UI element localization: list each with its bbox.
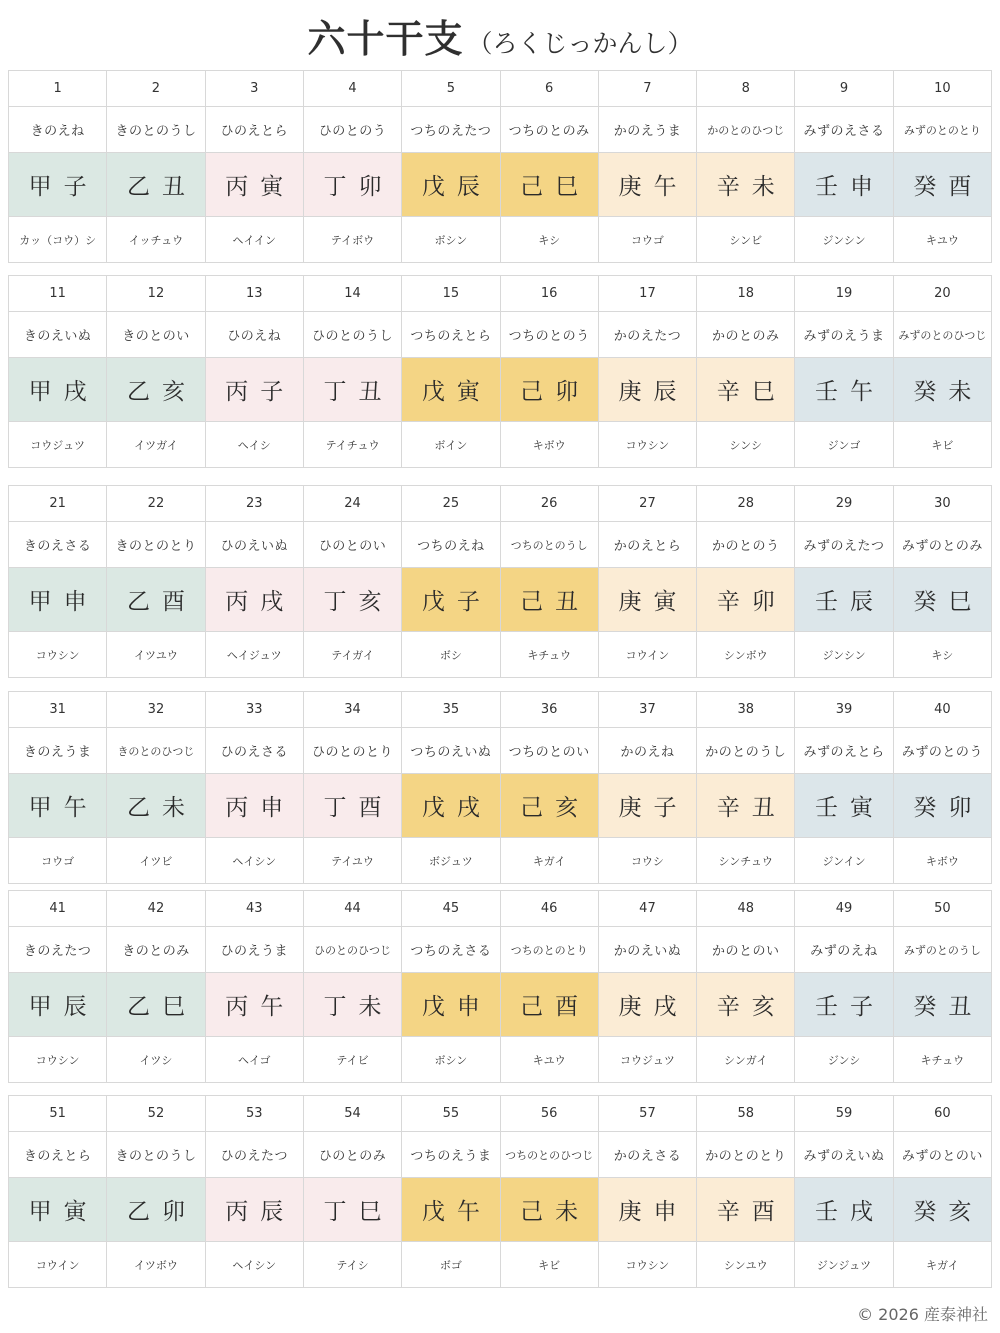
kanshi-characters: 辛丑 [697, 774, 795, 838]
kanshi-characters: 丁卯 [304, 153, 402, 217]
kanshi-number: 26 [501, 486, 599, 522]
kanshi-on-reading: ボシ [402, 632, 500, 678]
kanshi-on-reading: テイガイ [304, 632, 402, 678]
copyright: © 2026 産泰神社 [857, 1305, 988, 1324]
kanshi-on-reading: ヘイジュツ [206, 632, 304, 678]
kanshi-on-reading: ジンイン [795, 838, 893, 884]
kanshi-reading: みずのえうま [795, 312, 893, 358]
kanshi-reading: みずのとのみ [894, 522, 992, 568]
kanshi-on-reading: コウゴ [599, 217, 697, 263]
kanshi-on-reading: コウシン [9, 1037, 107, 1083]
kanshi-on-reading: テイシ [304, 1242, 402, 1288]
kanshi-on-reading: テイユウ [304, 838, 402, 884]
kanshi-number: 18 [697, 276, 795, 312]
kanshi-on-reading: キボウ [894, 838, 992, 884]
kanshi-characters: 癸酉 [894, 153, 992, 217]
kanshi-reading: ひのとのい [304, 522, 402, 568]
kanshi-on-reading: ヘイイン [206, 217, 304, 263]
kanshi-characters: 丁酉 [304, 774, 402, 838]
kanshi-reading: かのとのうし [697, 728, 795, 774]
kanshi-number: 53 [206, 1096, 304, 1132]
kanshi-number: 36 [501, 692, 599, 728]
kanshi-reading: みずのとのとり [894, 107, 992, 153]
kanshi-on-reading: キガイ [501, 838, 599, 884]
kanshi-characters: 庚寅 [599, 568, 697, 632]
kanshi-reading: きのえさる [9, 522, 107, 568]
kanshi-number: 29 [795, 486, 893, 522]
kanshi-characters: 壬寅 [795, 774, 893, 838]
kanshi-characters: 壬戌 [795, 1178, 893, 1242]
kanshi-characters: 庚辰 [599, 358, 697, 422]
kanshi-reading: みずのえとら [795, 728, 893, 774]
kanshi-on-reading: ボシン [402, 1037, 500, 1083]
kanshi-number: 38 [697, 692, 795, 728]
kanshi-number: 13 [206, 276, 304, 312]
kanshi-characters: 甲戌 [9, 358, 107, 422]
kanshi-on-reading: ボゴ [402, 1242, 500, 1288]
kanshi-on-reading: テイボウ [304, 217, 402, 263]
kanshi-characters: 戊申 [402, 973, 500, 1037]
kanshi-reading: みずのとのい [894, 1132, 992, 1178]
kanshi-reading: ひのえうま [206, 927, 304, 973]
kanshi-reading: きのとのい [107, 312, 205, 358]
kanshi-on-reading: イツボウ [107, 1242, 205, 1288]
kanshi-reading: かのとのみ [697, 312, 795, 358]
kanshi-characters: 癸未 [894, 358, 992, 422]
kanshi-on-reading: イツビ [107, 838, 205, 884]
kanshi-number: 35 [402, 692, 500, 728]
kanshi-number: 51 [9, 1096, 107, 1132]
kanshi-number: 59 [795, 1096, 893, 1132]
kanshi-number: 47 [599, 891, 697, 927]
kanshi-reading: つちのとのみ [501, 107, 599, 153]
kanshi-characters: 丙寅 [206, 153, 304, 217]
kanshi-reading: きのとのうし [107, 1132, 205, 1178]
kanshi-on-reading: コウシン [599, 1242, 697, 1288]
kanshi-reading: かのえとら [599, 522, 697, 568]
kanshi-on-reading: ボシン [402, 217, 500, 263]
kanshi-characters: 己未 [501, 1178, 599, 1242]
kanshi-reading: きのえうま [9, 728, 107, 774]
kanshi-number: 19 [795, 276, 893, 312]
kanshi-number: 55 [402, 1096, 500, 1132]
kanshi-reading: ひのとのとり [304, 728, 402, 774]
kanshi-number: 48 [697, 891, 795, 927]
kanshi-on-reading: シンシ [697, 422, 795, 468]
kanshi-reading: みずのえたつ [795, 522, 893, 568]
kanshi-characters: 庚子 [599, 774, 697, 838]
kanshi-number: 39 [795, 692, 893, 728]
kanshi-number: 5 [402, 71, 500, 107]
kanshi-reading: きのえたつ [9, 927, 107, 973]
kanshi-number: 34 [304, 692, 402, 728]
kanshi-reading: つちのえたつ [402, 107, 500, 153]
kanshi-number: 43 [206, 891, 304, 927]
kanshi-characters: 丙辰 [206, 1178, 304, 1242]
kanshi-characters: 癸丑 [894, 973, 992, 1037]
kanshi-characters: 丙子 [206, 358, 304, 422]
kanshi-reading: つちのとのうし [501, 522, 599, 568]
kanshi-reading: ひのえさる [206, 728, 304, 774]
kanshi-number: 30 [894, 486, 992, 522]
kanshi-number: 60 [894, 1096, 992, 1132]
kanshi-characters: 乙巳 [107, 973, 205, 1037]
title-reading: （ろくじっかんし） [467, 29, 693, 58]
kanshi-on-reading: コウゴ [9, 838, 107, 884]
kanshi-number: 17 [599, 276, 697, 312]
kanshi-on-reading: コウシン [9, 632, 107, 678]
kanshi-reading: みずのえさる [795, 107, 893, 153]
kanshi-characters: 乙丑 [107, 153, 205, 217]
kanshi-on-reading: シンユウ [697, 1242, 795, 1288]
kanshi-reading: ひのとのう [304, 107, 402, 153]
kanshi-number: 27 [599, 486, 697, 522]
kanshi-number: 7 [599, 71, 697, 107]
kanshi-characters: 庚申 [599, 1178, 697, 1242]
kanshi-number: 40 [894, 692, 992, 728]
kanshi-on-reading: コウシ [599, 838, 697, 884]
kanshi-on-reading: コウジュツ [599, 1037, 697, 1083]
kanshi-on-reading: キビ [501, 1242, 599, 1288]
kanshi-number: 56 [501, 1096, 599, 1132]
kanshi-on-reading: シンチュウ [697, 838, 795, 884]
kanshi-characters: 己酉 [501, 973, 599, 1037]
kanshi-reading: きのえね [9, 107, 107, 153]
kanshi-characters: 丙申 [206, 774, 304, 838]
kanshi-reading: つちのえうま [402, 1132, 500, 1178]
kanshi-on-reading: キチュウ [894, 1037, 992, 1083]
kanshi-reading: ひのえいぬ [206, 522, 304, 568]
kanshi-characters: 辛亥 [697, 973, 795, 1037]
kanshi-on-reading: テイビ [304, 1037, 402, 1083]
kanshi-on-reading: カッ（コウ）シ [9, 217, 107, 263]
kanshi-characters: 丙午 [206, 973, 304, 1037]
kanshi-reading: みずのとのひつじ [894, 312, 992, 358]
kanshi-number: 45 [402, 891, 500, 927]
kanshi-block [8, 691, 992, 884]
kanshi-number: 14 [304, 276, 402, 312]
kanshi-reading: つちのえね [402, 522, 500, 568]
title-main: 六十干支 [307, 17, 464, 61]
kanshi-reading: ひのとのみ [304, 1132, 402, 1178]
kanshi-number: 42 [107, 891, 205, 927]
kanshi-on-reading: シンビ [697, 217, 795, 263]
kanshi-reading: きのえいぬ [9, 312, 107, 358]
kanshi-number: 4 [304, 71, 402, 107]
kanshi-characters: 甲子 [9, 153, 107, 217]
kanshi-characters: 壬申 [795, 153, 893, 217]
kanshi-number: 58 [697, 1096, 795, 1132]
kanshi-characters: 戊戌 [402, 774, 500, 838]
kanshi-on-reading: イッチュウ [107, 217, 205, 263]
kanshi-on-reading: キチュウ [501, 632, 599, 678]
kanshi-on-reading: キユウ [501, 1037, 599, 1083]
kanshi-number: 6 [501, 71, 599, 107]
kanshi-reading: つちのとのひつじ [501, 1132, 599, 1178]
kanshi-reading: かのえさる [599, 1132, 697, 1178]
kanshi-on-reading: ジンシン [795, 632, 893, 678]
kanshi-on-reading: ヘイシ [206, 422, 304, 468]
kanshi-block [8, 890, 992, 1083]
kanshi-block [8, 70, 992, 263]
kanshi-on-reading: イツシ [107, 1037, 205, 1083]
kanshi-number: 2 [107, 71, 205, 107]
kanshi-reading: きのとのとり [107, 522, 205, 568]
kanshi-characters: 己亥 [501, 774, 599, 838]
kanshi-characters: 丙戌 [206, 568, 304, 632]
kanshi-characters: 乙亥 [107, 358, 205, 422]
kanshi-number: 15 [402, 276, 500, 312]
kanshi-reading: かのえたつ [599, 312, 697, 358]
kanshi-number: 50 [894, 891, 992, 927]
kanshi-reading: ひのえたつ [206, 1132, 304, 1178]
kanshi-characters: 壬午 [795, 358, 893, 422]
kanshi-number: 32 [107, 692, 205, 728]
kanshi-block [8, 1095, 992, 1288]
kanshi-characters: 甲寅 [9, 1178, 107, 1242]
kanshi-reading: かのえね [599, 728, 697, 774]
kanshi-on-reading: ボイン [402, 422, 500, 468]
kanshi-on-reading: ボジュツ [402, 838, 500, 884]
kanshi-on-reading: ジンジュツ [795, 1242, 893, 1288]
kanshi-number: 37 [599, 692, 697, 728]
kanshi-on-reading: コウジュツ [9, 422, 107, 468]
kanshi-characters: 辛卯 [697, 568, 795, 632]
kanshi-number: 44 [304, 891, 402, 927]
kanshi-number: 25 [402, 486, 500, 522]
kanshi-characters: 乙未 [107, 774, 205, 838]
kanshi-reading: みずのえね [795, 927, 893, 973]
kanshi-characters: 甲辰 [9, 973, 107, 1037]
kanshi-reading: ひのとのひつじ [304, 927, 402, 973]
kanshi-number: 49 [795, 891, 893, 927]
kanshi-number: 31 [9, 692, 107, 728]
kanshi-on-reading: キガイ [894, 1242, 992, 1288]
kanshi-characters: 甲午 [9, 774, 107, 838]
kanshi-characters: 壬辰 [795, 568, 893, 632]
kanshi-number: 9 [795, 71, 893, 107]
kanshi-reading: きのとのうし [107, 107, 205, 153]
kanshi-on-reading: コウシン [599, 422, 697, 468]
kanshi-reading: つちのとのう [501, 312, 599, 358]
kanshi-number: 10 [894, 71, 992, 107]
kanshi-number: 8 [697, 71, 795, 107]
kanshi-characters: 庚戌 [599, 973, 697, 1037]
kanshi-on-reading: イツガイ [107, 422, 205, 468]
kanshi-characters: 癸亥 [894, 1178, 992, 1242]
kanshi-reading: ひのとのうし [304, 312, 402, 358]
kanshi-number: 57 [599, 1096, 697, 1132]
kanshi-characters: 戊寅 [402, 358, 500, 422]
kanshi-on-reading: イツユウ [107, 632, 205, 678]
kanshi-on-reading: ジンシン [795, 217, 893, 263]
kanshi-characters: 己丑 [501, 568, 599, 632]
kanshi-characters: 辛巳 [697, 358, 795, 422]
kanshi-number: 33 [206, 692, 304, 728]
kanshi-on-reading: キシ [501, 217, 599, 263]
kanshi-number: 3 [206, 71, 304, 107]
kanshi-characters: 癸卯 [894, 774, 992, 838]
kanshi-reading: かのとのひつじ [697, 107, 795, 153]
kanshi-characters: 癸巳 [894, 568, 992, 632]
kanshi-characters: 丁巳 [304, 1178, 402, 1242]
kanshi-characters: 己巳 [501, 153, 599, 217]
kanshi-characters: 辛酉 [697, 1178, 795, 1242]
kanshi-reading: かのとのう [697, 522, 795, 568]
page-title [0, 8, 1000, 60]
kanshi-number: 24 [304, 486, 402, 522]
kanshi-on-reading: キビ [894, 422, 992, 468]
kanshi-on-reading: コウイン [599, 632, 697, 678]
kanshi-on-reading: ヘイシン [206, 838, 304, 884]
kanshi-number: 21 [9, 486, 107, 522]
kanshi-number: 41 [9, 891, 107, 927]
kanshi-characters: 甲申 [9, 568, 107, 632]
kanshi-number: 52 [107, 1096, 205, 1132]
kanshi-number: 11 [9, 276, 107, 312]
kanshi-characters: 丁亥 [304, 568, 402, 632]
kanshi-reading: きのとのひつじ [107, 728, 205, 774]
kanshi-characters: 丁未 [304, 973, 402, 1037]
kanshi-on-reading: ジンシ [795, 1037, 893, 1083]
kanshi-reading: ひのえね [206, 312, 304, 358]
kanshi-reading: つちのえいぬ [402, 728, 500, 774]
kanshi-reading: かのとのい [697, 927, 795, 973]
kanshi-reading: みずのとのう [894, 728, 992, 774]
kanshi-on-reading: テイチュウ [304, 422, 402, 468]
kanshi-reading: つちのえさる [402, 927, 500, 973]
kanshi-on-reading: ジンゴ [795, 422, 893, 468]
kanshi-reading: つちのとのい [501, 728, 599, 774]
kanshi-number: 54 [304, 1096, 402, 1132]
kanshi-reading: きのとのみ [107, 927, 205, 973]
kanshi-on-reading: ヘイシン [206, 1242, 304, 1288]
kanshi-characters: 壬子 [795, 973, 893, 1037]
kanshi-number: 46 [501, 891, 599, 927]
kanshi-on-reading: コウイン [9, 1242, 107, 1288]
kanshi-number: 16 [501, 276, 599, 312]
kanshi-number: 28 [697, 486, 795, 522]
kanshi-reading: つちのとのとり [501, 927, 599, 973]
kanshi-characters: 戊午 [402, 1178, 500, 1242]
kanshi-characters: 辛未 [697, 153, 795, 217]
kanshi-reading: かのえいぬ [599, 927, 697, 973]
kanshi-reading: かのとのとり [697, 1132, 795, 1178]
kanshi-reading: みずのとのうし [894, 927, 992, 973]
kanshi-block [8, 485, 992, 678]
kanshi-reading: かのえうま [599, 107, 697, 153]
kanshi-characters: 戊子 [402, 568, 500, 632]
kanshi-characters: 己卯 [501, 358, 599, 422]
kanshi-reading: ひのえとら [206, 107, 304, 153]
kanshi-on-reading: キボウ [501, 422, 599, 468]
kanshi-number: 20 [894, 276, 992, 312]
kanshi-characters: 乙卯 [107, 1178, 205, 1242]
kanshi-on-reading: キシ [894, 632, 992, 678]
kanshi-number: 12 [107, 276, 205, 312]
kanshi-characters: 戊辰 [402, 153, 500, 217]
kanshi-number: 1 [9, 71, 107, 107]
kanshi-on-reading: キユウ [894, 217, 992, 263]
kanshi-on-reading: ヘイゴ [206, 1037, 304, 1083]
kanshi-characters: 庚午 [599, 153, 697, 217]
kanshi-reading: きのえとら [9, 1132, 107, 1178]
kanshi-reading: つちのえとら [402, 312, 500, 358]
kanshi-block [8, 275, 992, 468]
kanshi-reading: みずのえいぬ [795, 1132, 893, 1178]
kanshi-on-reading: シンガイ [697, 1037, 795, 1083]
kanshi-characters: 丁丑 [304, 358, 402, 422]
kanshi-number: 23 [206, 486, 304, 522]
kanshi-characters: 乙酉 [107, 568, 205, 632]
kanshi-number: 22 [107, 486, 205, 522]
kanshi-on-reading: シンボウ [697, 632, 795, 678]
